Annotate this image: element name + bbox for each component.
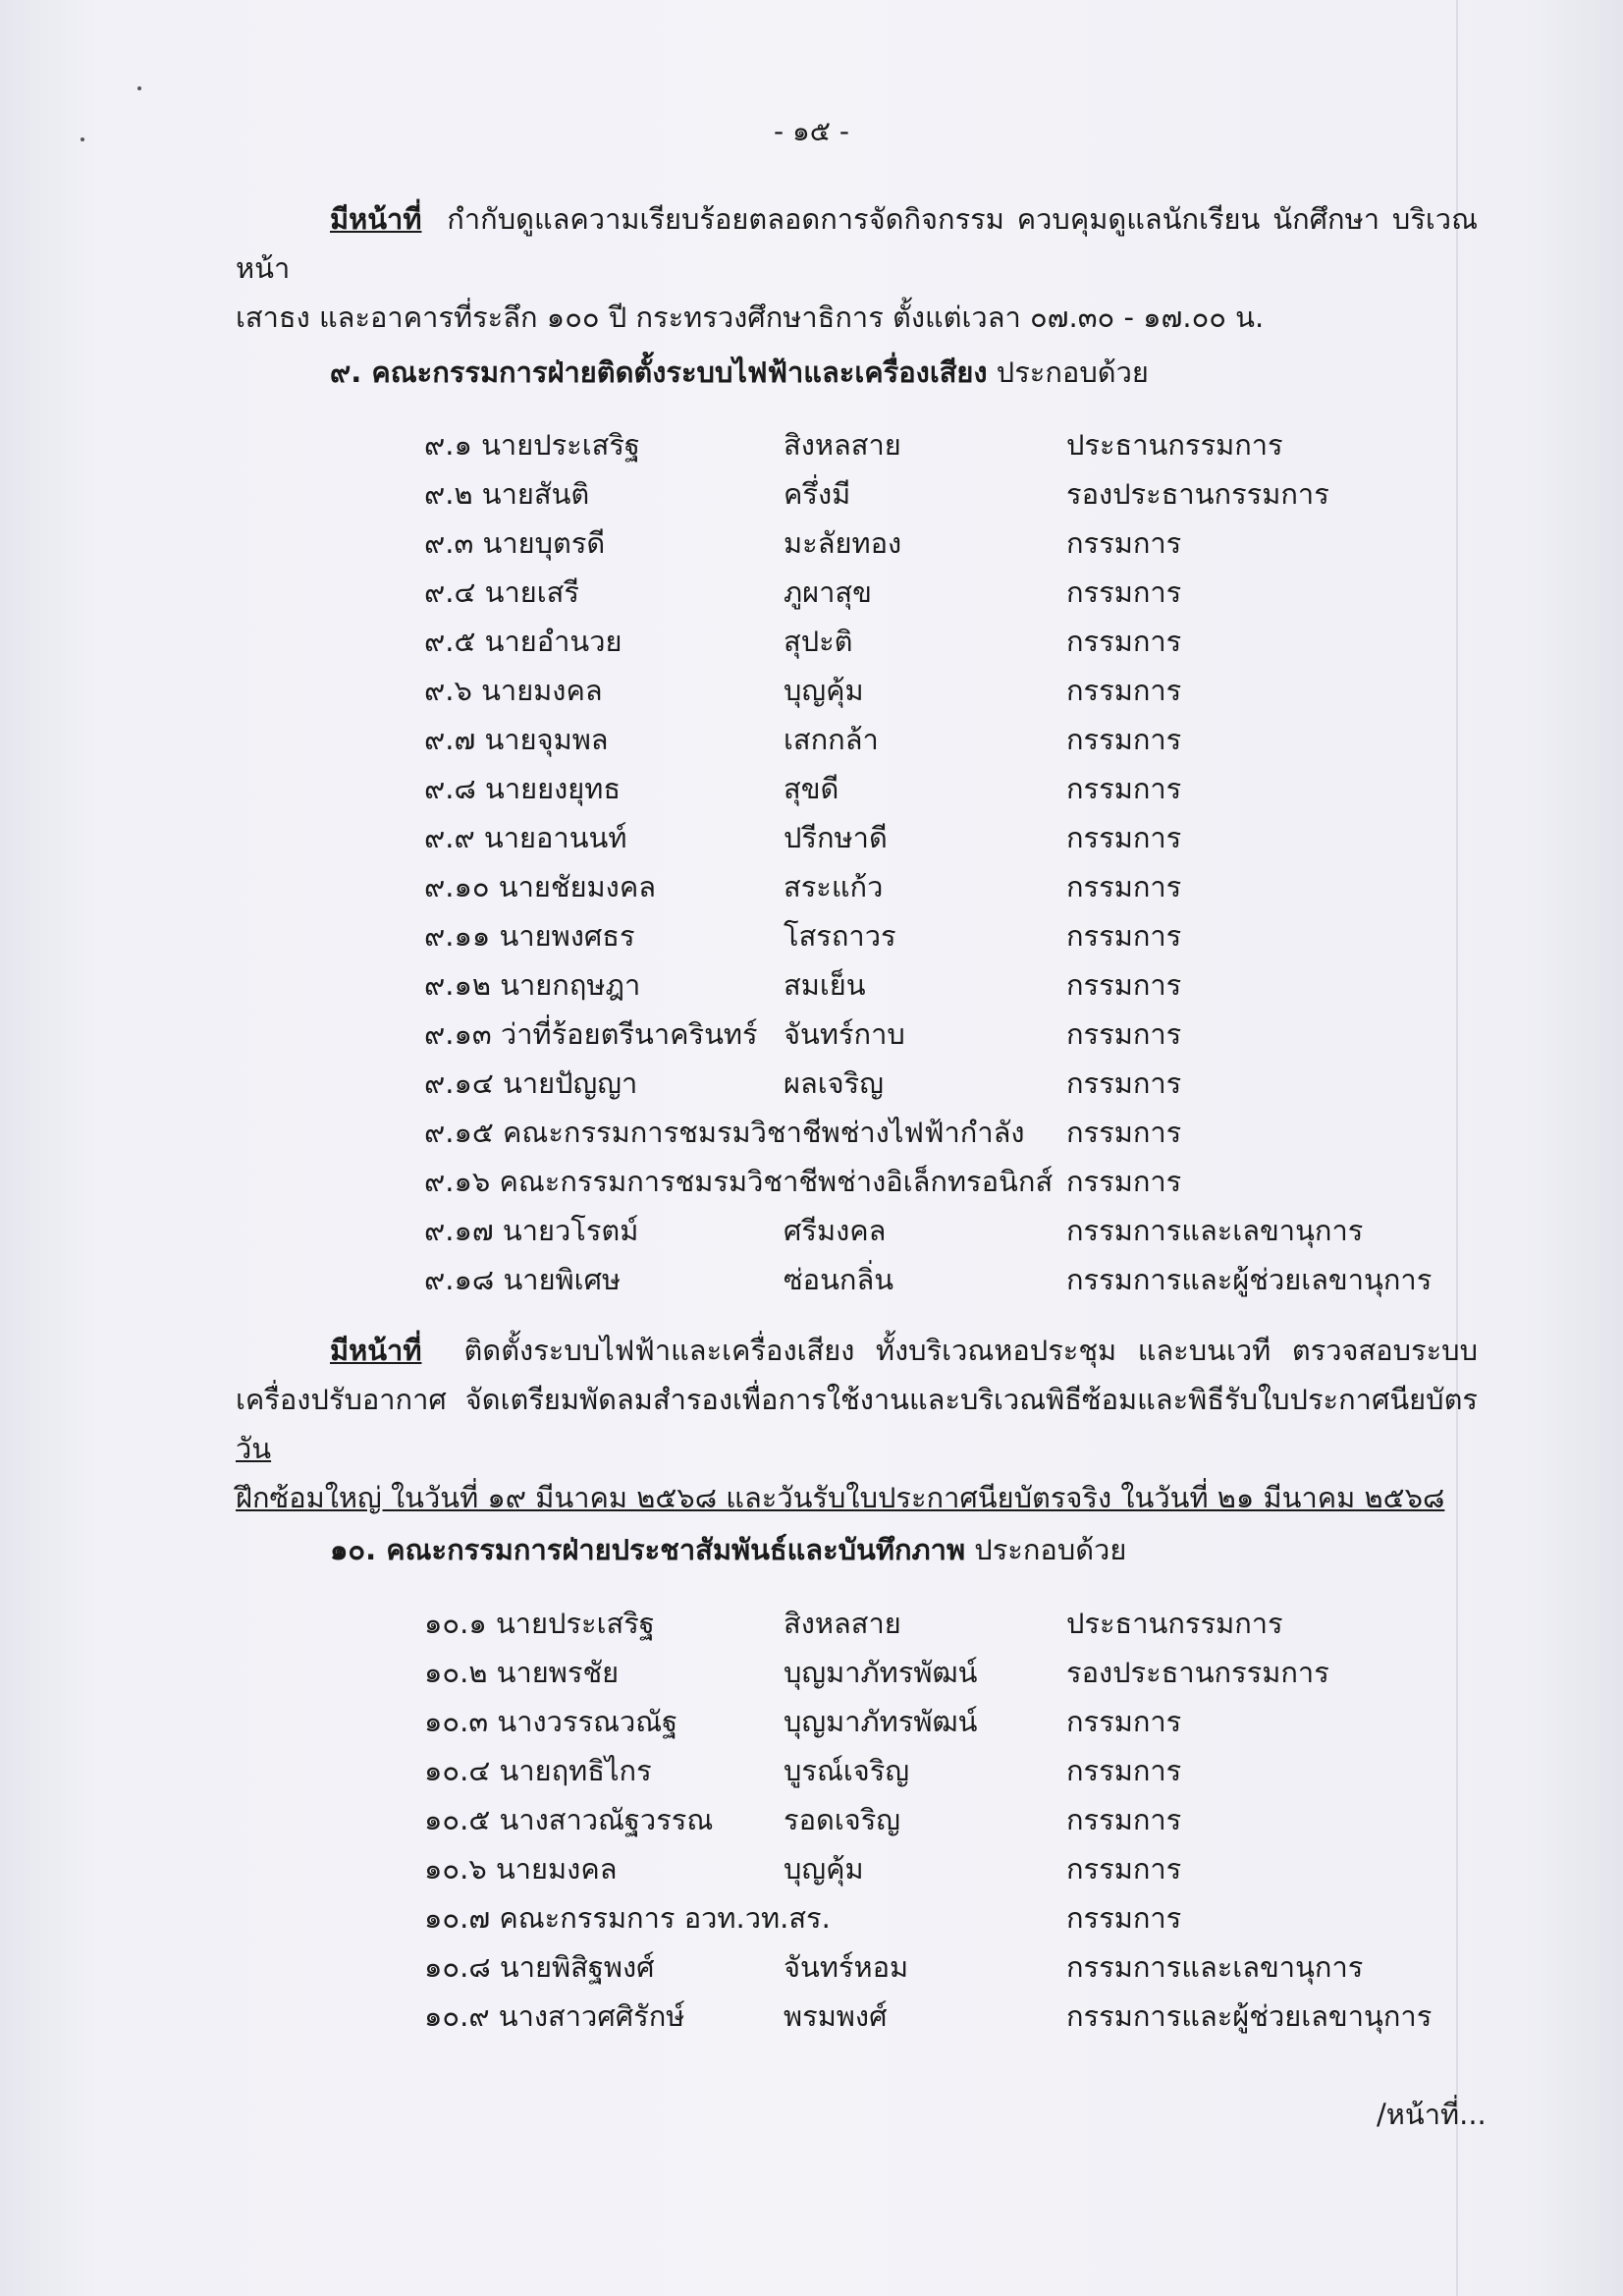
member-role: รองประธานกรรมการ bbox=[1066, 1656, 1329, 1689]
member-row bbox=[424, 1895, 1504, 1944]
member-row bbox=[424, 422, 1504, 471]
member-surname: ปรีกษาดี bbox=[784, 821, 888, 854]
member-name: ๑๐.๘ นายพิสิฐพงศ์ bbox=[424, 1950, 655, 1984]
member-row bbox=[424, 1257, 1504, 1306]
member-name: ๙.๑๗ นายวโรตม์ bbox=[424, 1214, 639, 1247]
member-row bbox=[424, 1846, 1504, 1895]
member-name: ๙.๑๖ คณะกรรมการชมรมวิชาชีพช่างอิเล็กทรอนิกส์ bbox=[424, 1165, 1054, 1198]
member-role: กรรมการ bbox=[1066, 1165, 1182, 1198]
member-name: ๑๐.๙ นางสาวศศิรักษ์ bbox=[424, 1999, 685, 2033]
member-surname: จันทร์กาบ bbox=[784, 1017, 905, 1051]
member-role: กรรมการและเลขานุการ bbox=[1066, 1950, 1364, 1984]
member-row bbox=[424, 1061, 1504, 1110]
member-name: ๙.๑๔ นายปัญญา bbox=[424, 1066, 638, 1100]
member-name: ๙.๖ นายมงคล bbox=[424, 674, 603, 707]
member-surname: บุญมาภัทรพัฒน์ bbox=[784, 1656, 978, 1689]
member-name: ๑๐.๔ นายฤทธิไกร bbox=[424, 1754, 652, 1787]
section9-duty-line1 bbox=[236, 1326, 1478, 1375]
member-role: กรรมการ bbox=[1066, 772, 1182, 805]
section10-title: ๑๐. คณะกรรมการฝ่ายประชาสัมพันธ์และบันทึกภาพ bbox=[330, 1533, 966, 1566]
member-name: ๙.๒ นายสันติ bbox=[424, 477, 590, 511]
member-role: ประธานกรรมการ bbox=[1066, 1607, 1283, 1640]
duty-label: มีหน้าที่ bbox=[330, 1334, 422, 1367]
member-row bbox=[424, 668, 1504, 717]
member-name: ๑๐.๖ นายมงคล bbox=[424, 1852, 618, 1886]
member-row bbox=[424, 766, 1504, 815]
member-surname: บุญคุ้ม bbox=[784, 674, 864, 707]
member-role: กรรมการ bbox=[1066, 1901, 1182, 1935]
member-role: กรรมการ bbox=[1066, 625, 1182, 658]
member-row bbox=[424, 471, 1504, 520]
member-name: ๙.๗ นายจุมพล bbox=[424, 723, 609, 756]
member-surname: ภูผาสุข bbox=[784, 575, 872, 609]
member-row bbox=[424, 815, 1504, 864]
member-role: กรรมการ bbox=[1066, 870, 1182, 903]
member-surname: ผลเจริญ bbox=[784, 1066, 884, 1100]
member-surname: บูรณ์เจริญ bbox=[784, 1754, 910, 1787]
member-name: ๙.๑๘ นายพิเศษ bbox=[424, 1263, 622, 1296]
page-number: - ๑๕ - bbox=[774, 115, 849, 147]
member-role: กรรมการและผู้ช่วยเลขานุการ bbox=[1066, 1999, 1433, 2033]
member-row bbox=[424, 570, 1504, 619]
member-name: ๙.๑ นายประเสริฐ bbox=[424, 428, 640, 462]
member-role: กรรมการ bbox=[1066, 1017, 1182, 1051]
member-row bbox=[424, 1994, 1504, 2043]
member-role: กรรมการ bbox=[1066, 1116, 1182, 1149]
member-role: กรรมการ bbox=[1066, 1852, 1182, 1886]
section9-member-list bbox=[424, 422, 1504, 1306]
member-row bbox=[424, 520, 1504, 570]
section9-title: ๙. คณะกรรมการฝ่ายติดตั้งระบบไฟฟ้าและเครื่องเสียง bbox=[330, 355, 988, 389]
member-role: ประธานกรรมการ bbox=[1066, 428, 1283, 462]
member-role: กรรมการ bbox=[1066, 674, 1182, 707]
member-row bbox=[424, 1650, 1504, 1699]
member-row bbox=[424, 1748, 1504, 1797]
member-row bbox=[424, 1110, 1504, 1159]
member-name: ๑๐.๓ นางวรรณวณัฐ bbox=[424, 1705, 678, 1738]
section9-duty-text2-underlined: วัน bbox=[236, 1432, 272, 1465]
member-surname: บุญคุ้ม bbox=[784, 1852, 864, 1886]
member-role: กรรมการ bbox=[1066, 723, 1182, 756]
member-name: ๑๐.๗ คณะกรรมการ อวท.วท.สร. bbox=[424, 1901, 831, 1935]
member-surname: ครึ่งมี bbox=[784, 477, 851, 511]
member-surname: สิงหลสาย bbox=[784, 428, 901, 462]
scan-speck bbox=[137, 86, 141, 90]
member-surname: สิงหลสาย bbox=[784, 1607, 901, 1640]
member-role: กรรมการ bbox=[1066, 1066, 1182, 1100]
member-row bbox=[424, 962, 1504, 1011]
member-surname: พรมพงศ์ bbox=[784, 1999, 888, 2033]
member-name: ๙.๑๐ นายชัยมงคล bbox=[424, 870, 657, 903]
member-surname: สระแก้ว bbox=[784, 870, 884, 903]
section9-duty-line2 bbox=[236, 1375, 1478, 1473]
member-role: กรรมการ bbox=[1066, 575, 1182, 609]
member-name: ๙.๑๓ ว่าที่ร้อยตรีนาครินทร์ bbox=[424, 1017, 758, 1051]
member-row bbox=[424, 717, 1504, 766]
member-name: ๙.๑๒ นายกฤษฎา bbox=[424, 968, 641, 1002]
member-name: ๙.๔ นายเสรี bbox=[424, 575, 579, 609]
member-name: ๙.๙ นายอานนท์ bbox=[424, 821, 627, 854]
member-surname: สุขดี bbox=[784, 772, 839, 805]
section9-duty-text2: เครื่องปรับอากาศ จัดเตรียมพัดลมสำรองเพื่อการใช้งานและบริเวณพิธีซ้อมและพิธีรับใบประกาศนียบัตร bbox=[236, 1383, 1478, 1416]
duty-label: มีหน้าที่ bbox=[330, 202, 422, 236]
intro-duty-line2: เสาธง และอาคารที่ระลึก ๑๐๐ ปี กระทรวงศึกษาธิการ ตั้งแต่เวลา ๐๗.๓๐ - ๑๗.๐๐ น. bbox=[236, 301, 1265, 334]
member-surname: รอดเจริญ bbox=[784, 1803, 901, 1836]
section9-suffix: ประกอบด้วย bbox=[996, 355, 1149, 389]
member-row bbox=[424, 1601, 1504, 1650]
member-row bbox=[424, 1944, 1504, 1994]
member-row bbox=[424, 913, 1504, 962]
member-role: กรรมการ bbox=[1066, 1754, 1182, 1787]
member-role: กรรมการ bbox=[1066, 821, 1182, 854]
member-row bbox=[424, 1208, 1504, 1257]
member-row bbox=[424, 619, 1504, 668]
member-surname: จันทร์หอม bbox=[784, 1950, 909, 1984]
section10-member-list bbox=[424, 1601, 1504, 2043]
member-row bbox=[424, 1699, 1504, 1748]
member-surname: สมเย็น bbox=[784, 968, 866, 1002]
member-name: ๙.๘ นายยงยุทธ bbox=[424, 772, 622, 805]
section9-duty-text1: ติดตั้งระบบไฟฟ้าและเครื่องเสียง ทั้งบริเวณหอประชุม และบนเวที ตรวจสอบระบบ bbox=[463, 1334, 1478, 1367]
section10-suffix: ประกอบด้วย bbox=[974, 1533, 1127, 1566]
section9-duty-line3: ฝึกซ้อมใหญ่ ในวันที่ ๑๙ มีนาคม ๒๕๖๘ และวันรับใบประกาศนียบัตรจริง ในวันที่ ๒๑ มีนาคม ๒๕๖๘ bbox=[236, 1481, 1445, 1514]
member-role: กรรมการ bbox=[1066, 1803, 1182, 1836]
section10-heading bbox=[330, 1527, 1126, 1572]
member-name: ๙.๑๑ นายพงศธร bbox=[424, 919, 635, 953]
member-name: ๑๐.๕ นางสาวณัฐวรรณ bbox=[424, 1803, 714, 1836]
member-role: กรรมการ bbox=[1066, 968, 1182, 1002]
member-role: กรรมการและผู้ช่วยเลขานุการ bbox=[1066, 1263, 1433, 1296]
member-surname: เสกกล้า bbox=[784, 723, 879, 756]
member-surname: ศรีมงคล bbox=[784, 1214, 887, 1247]
member-row bbox=[424, 1011, 1504, 1061]
member-surname: สุปะติ bbox=[784, 625, 853, 658]
section9-duty-paragraph bbox=[236, 1326, 1478, 1522]
member-name: ๙.๑๕ คณะกรรมการชมรมวิชาชีพช่างไฟฟ้ากำลัง bbox=[424, 1116, 1025, 1149]
member-surname: มะลัยทอง bbox=[784, 526, 902, 560]
member-role: กรรมการ bbox=[1066, 919, 1182, 953]
intro-duty-text1: กำกับดูแลความเรียบร้อยตลอดการจัดกิจกรรม ควบคุมดูแลนักเรียน นักศึกษา บริเวณหน้า bbox=[236, 202, 1478, 285]
member-role: กรรมการ bbox=[1066, 526, 1182, 560]
member-row bbox=[424, 1159, 1504, 1208]
member-name: ๙.๓ นายบุตรดี bbox=[424, 526, 606, 560]
member-role: กรรมการ bbox=[1066, 1705, 1182, 1738]
intro-duty-paragraph bbox=[236, 194, 1478, 342]
member-name: ๑๐.๒ นายพรชัย bbox=[424, 1656, 620, 1689]
member-surname: โสรถาวร bbox=[784, 919, 896, 953]
member-role: รองประธานกรรมการ bbox=[1066, 477, 1329, 511]
member-row bbox=[424, 1797, 1504, 1846]
member-name: ๙.๕ นายอำนวย bbox=[424, 625, 622, 658]
member-surname: บุญมาภัทรพัฒน์ bbox=[784, 1705, 978, 1738]
member-name: ๑๐.๑ นายประเสริฐ bbox=[424, 1607, 655, 1640]
member-surname: ซ่อนกลิ่น bbox=[784, 1263, 894, 1296]
section9-heading bbox=[330, 350, 1149, 395]
member-role: กรรมการและเลขานุการ bbox=[1066, 1214, 1364, 1247]
member-row bbox=[424, 864, 1504, 913]
intro-duty-line1 bbox=[236, 194, 1478, 293]
continue-footer: /หน้าที่... bbox=[1377, 2098, 1487, 2131]
